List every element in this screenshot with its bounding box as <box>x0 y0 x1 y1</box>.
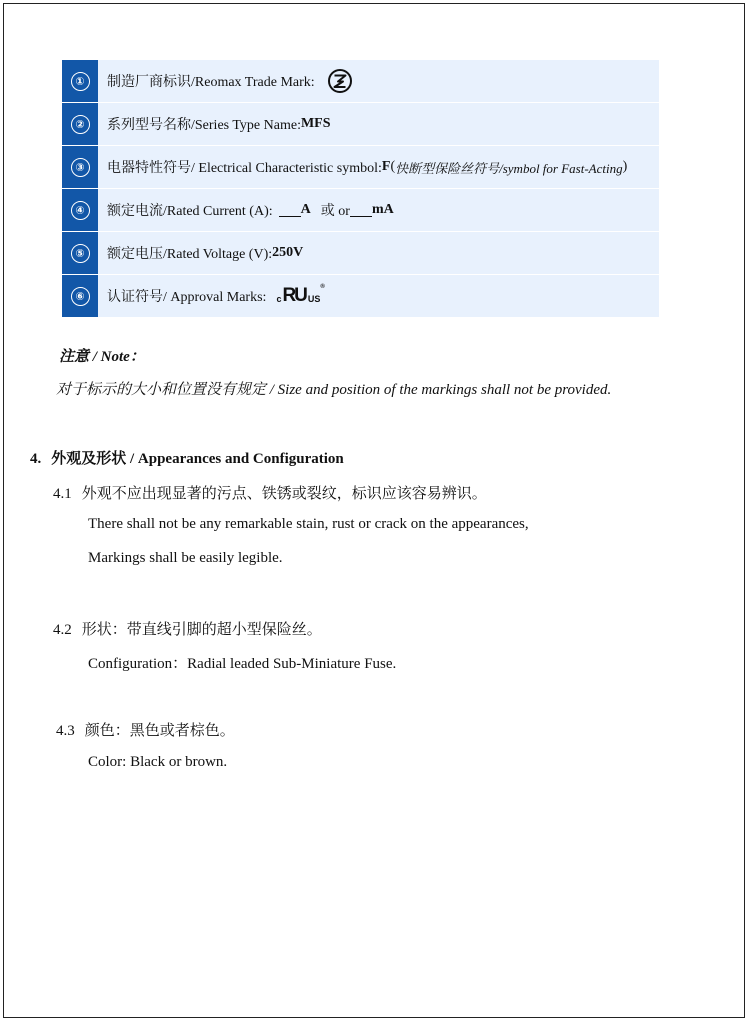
row-number: ③ <box>71 158 90 177</box>
row-text: 制造厂商标识/Reomax Trade Mark: <box>107 75 315 90</box>
blank-line <box>350 204 372 217</box>
marking-row-voltage <box>62 232 659 274</box>
subsection-4-3: 4.3 颜色：黑色或者棕色。 <box>56 723 235 739</box>
marking-row-trade-mark <box>62 60 659 102</box>
subsection-4-2-en: Configuration：Radial leaded Sub-Miniature Fuse. <box>88 656 397 672</box>
note-title: 注意 / Note： <box>59 349 145 365</box>
symbol-value: F <box>381 159 391 174</box>
section-title: 外观及形状 / Appearances and Configuration <box>51 451 344 467</box>
unit-a: A <box>300 202 311 217</box>
cul-us-icon: c RU US ® <box>276 284 325 306</box>
subsection-4-1-en-line-2: Markings shall be easily legible. <box>88 550 283 566</box>
marking-row-series <box>62 103 659 145</box>
document-page <box>3 3 745 1018</box>
row-number: ④ <box>71 201 90 220</box>
series-value: MFS <box>300 116 331 131</box>
marking-row-current <box>62 189 659 231</box>
unit-ma: mA <box>371 202 394 217</box>
or-text: 或 or <box>320 204 350 219</box>
subsection-4-2: 4.2 形状：带直线引脚的超小型保险丝。 <box>53 622 322 638</box>
note-text: 对于标示的大小和位置没有规定 / Size and position of the markings shall not be provided. <box>56 382 612 398</box>
row-text: 电器特性符号/ Electrical Characteristic symbol: <box>107 161 382 176</box>
row-text: 系列型号名称/Series Type Name: <box>107 118 301 133</box>
section-heading <box>30 447 344 468</box>
row-text: 额定电流/Rated Current (A): <box>107 204 273 219</box>
row-number: ⑤ <box>71 244 90 263</box>
marking-table <box>62 60 659 318</box>
reomax-z-icon <box>327 68 353 94</box>
voltage-value: 250V <box>272 245 304 260</box>
blank-line <box>279 204 301 217</box>
subsection-4-1: 4.1 外观不应出现显著的污点、铁锈或裂纹，标识应该容易辨识。 <box>53 486 487 502</box>
symbol-note: 快断型保险丝符号/symbol for Fast-Acting <box>395 160 623 176</box>
note-open: ( <box>390 159 396 174</box>
note-close: ) <box>622 159 628 174</box>
row-number: ② <box>71 115 90 134</box>
marking-row-electrical <box>62 146 659 188</box>
row-text: 认证符号/ Approval Marks: <box>107 290 267 305</box>
section-number: 4. <box>30 451 42 467</box>
marking-row-approval <box>62 275 659 317</box>
row-text: 额定电压/Rated Voltage (V): <box>107 247 273 262</box>
row-number: ⑥ <box>71 287 90 306</box>
subsection-4-3-en: Color: Black or brown. <box>88 754 228 770</box>
subsection-4-1-en-line-1: There shall not be any remarkable stain, rust or crack on the appearances, <box>88 516 529 532</box>
row-number: ① <box>71 72 90 91</box>
